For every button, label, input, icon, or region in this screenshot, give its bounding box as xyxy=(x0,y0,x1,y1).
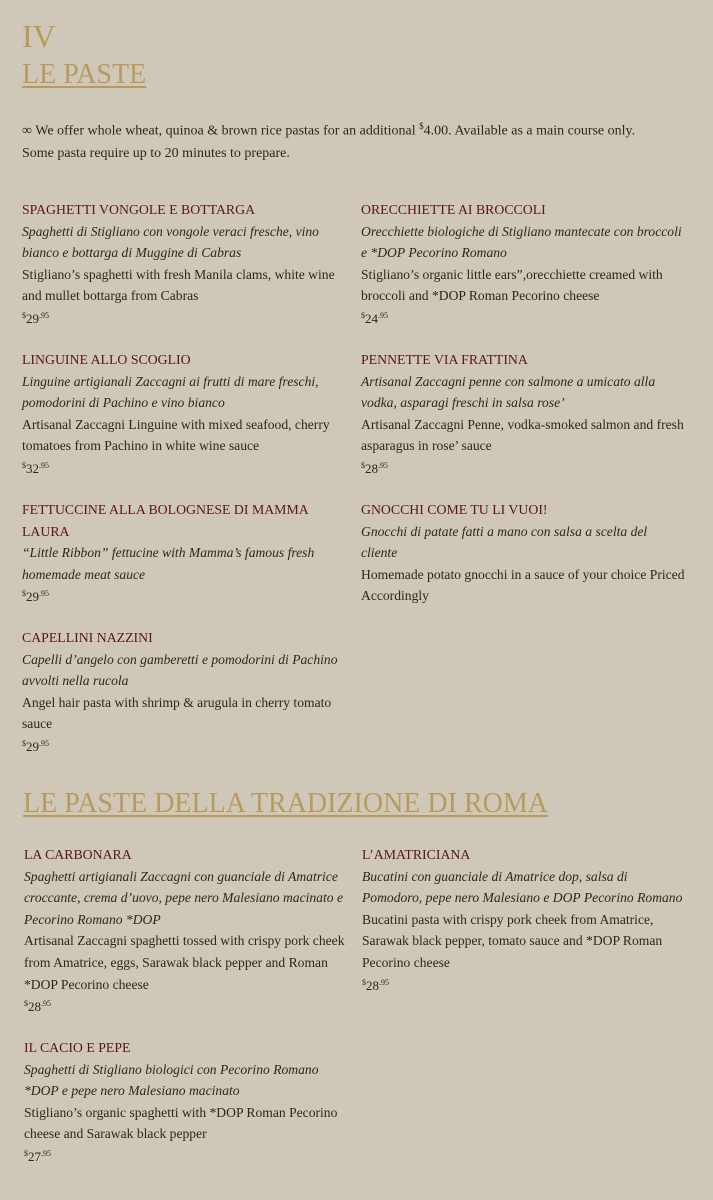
item-price: $^{\$}32^{.95}$ xyxy=(22,460,49,476)
item-name: LA CARBONARA xyxy=(24,847,132,862)
item-price: $^{\$}27^{.95}$ xyxy=(24,1148,51,1164)
item-italian-description: Orecchiette biologiche di Stigliano mantecate con broccoli e *DOP Pecorino Romano xyxy=(361,223,682,261)
menu-item xyxy=(361,199,686,328)
intro-text-a: We offer whole wheat, quinoa & brown rice pastas for an additional xyxy=(31,123,420,139)
infinity-symbol: ∞ xyxy=(22,123,32,139)
item-name: SPAGHETTI VONGOLE E BOTTARGA xyxy=(22,202,256,217)
item-price: $^{\$}29^{.95}$ xyxy=(22,310,49,326)
item-name: GNOCCHI COME TU LI VUOI! xyxy=(361,502,548,517)
item-price: $^{\$}28^{.95}$ xyxy=(24,999,51,1015)
item-name: CAPELLINI NAZZINI xyxy=(22,630,153,645)
section-number: IV xyxy=(22,18,56,54)
item-name: L’AMATRICIANA xyxy=(362,847,471,862)
item-italian-description: Capelli d’angelo con gamberetti e pomodorini di Pachino avvolti nella rucola xyxy=(22,651,338,689)
item-name: FETTUCCINE ALLA BOLOGNESE DI MAMMA LAURA xyxy=(22,502,308,539)
menu-item xyxy=(22,499,347,606)
item-english-description: Stigliano’s organic little ears”,orecchiette creamed with broccoli and *DOP Roman Pecorino cheese xyxy=(361,266,663,304)
intro-note xyxy=(22,115,682,165)
item-italian-description: Spaghetti di Stigliano biologici con Pecorino Romano *DOP e pepe nero Malesiano macinato xyxy=(24,1061,319,1099)
item-italian-description: Spaghetti artigianali Zaccagni con guanciale di Amatrice croccante, crema d’uovo, pepe nero Malesiano macinato e Pecorino Romano *DOP xyxy=(24,868,343,927)
item-price: $^{\$}24^{.95}$ xyxy=(361,310,388,326)
intro-text-b: 4.00. Available as a main course only. xyxy=(423,123,636,139)
item-english-description: Homemade potato gnocchi in a sauce of your choice Priced Accordingly xyxy=(361,566,685,604)
item-price: $^{\$}29^{.95}$ xyxy=(22,738,49,754)
intro-prep-note: Some pasta require up to 20 minutes to prepare. xyxy=(22,145,290,161)
menu-item xyxy=(22,199,347,328)
item-italian-description: “Little Ribbon” fettucine with Mamma’s famous fresh homemade meat sauce xyxy=(22,545,315,582)
section-title-le-paste: LE PASTE xyxy=(22,59,147,90)
item-name: LINGUINE ALLO SCOGLIO xyxy=(22,352,191,367)
menu-item xyxy=(361,499,686,607)
item-english-description: Angel hair pasta with shrimp & arugula in cherry tomato sauce xyxy=(22,694,332,732)
menu-item xyxy=(22,349,347,478)
menu-item xyxy=(22,627,347,756)
item-italian-description: Gnocchi di patate fatti a mano con salsa a scelta del cliente xyxy=(361,523,648,561)
intro-dollar: $ xyxy=(419,121,424,131)
item-italian-description: Bucatini con guanciale di Amatrice dop, salsa di Pomodoro, pepe nero Malesiano e DOP Pecorino Romano xyxy=(362,868,683,906)
menu-item xyxy=(24,1037,349,1166)
item-english-description: Bucatini pasta with crispy pork cheek from Amatrice, Sarawak black pepper, tomato sauce and *DOP Roman Pecorino cheese xyxy=(362,911,663,970)
item-italian-description: Linguine artigianali Zaccagni ai frutti di mare freschi, pomodorini di Pachino e vino bianco xyxy=(22,373,319,411)
item-english-description: Stigliano’s spaghetti with fresh Manila clams, white wine and mullet bottarga from Cabras xyxy=(22,266,335,304)
menu-item xyxy=(24,844,349,1016)
item-english-description: Artisanal Zaccagni Penne, vodka-smoked salmon and fresh asparagus in rose’ sauce xyxy=(361,416,684,454)
item-english-description: Artisanal Zaccagni Linguine with mixed seafood, cherry tomatoes from Pachino in white wine sauce xyxy=(22,416,330,454)
menu-item xyxy=(362,844,687,995)
item-name: IL CACIO E PEPE xyxy=(24,1040,131,1055)
item-price: $^{\$}28^{.95}$ xyxy=(361,460,388,476)
item-price: $^{\$}29^{.95}$ xyxy=(22,589,49,605)
item-price: $^{\$}28^{.95}$ xyxy=(362,977,389,993)
item-english-description: Stigliano’s organic spaghetti with *DOP Roman Pecorino cheese and Sarawak black pepper xyxy=(24,1104,338,1142)
menu-item xyxy=(361,349,686,478)
item-italian-description: Spaghetti di Stigliano con vongole veraci fresche, vino bianco e bottarga di Muggine di Cabras xyxy=(22,223,319,261)
item-name: ORECCHIETTE AI BROCCOLI xyxy=(361,202,546,217)
section-title-tradizione-roma: LE PASTE DELLA TRADIZIONE DI ROMA xyxy=(23,788,548,819)
item-english-description: Artisanal Zaccagni spaghetti tossed with crispy pork cheek from Amatrice, eggs, Sarawak black pepper and Roman *DOP Pecorino cheese xyxy=(24,933,345,992)
item-name: PENNETTE VIA FRATTINA xyxy=(361,352,528,367)
item-italian-description: Artisanal Zaccagni penne con salmone a umicato alla vodka, asparagi freschi in salsa rose’ xyxy=(361,373,656,411)
